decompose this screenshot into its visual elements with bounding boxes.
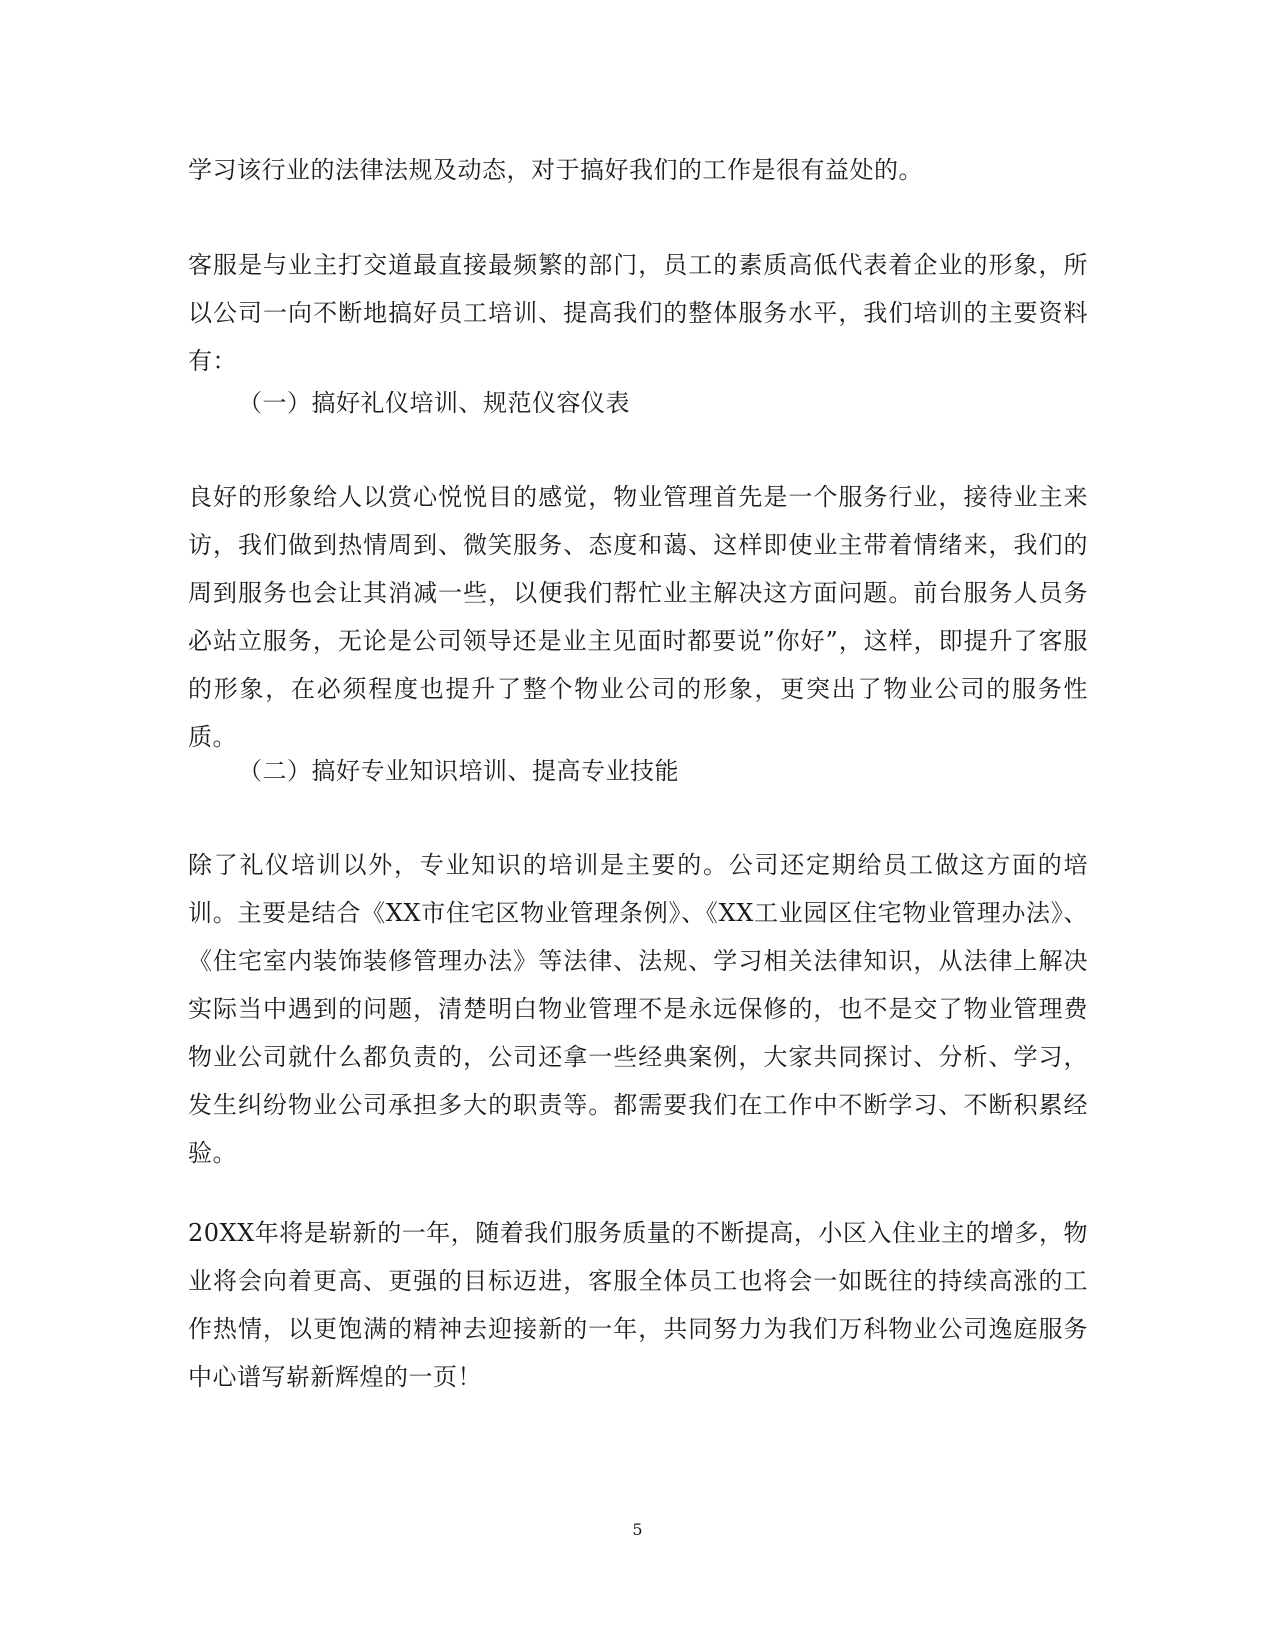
paragraph-outlook: 20XX年将是崭新的一年，随着我们服务质量的不断提高，小区入住业主的增多，物业将会向着更高、更强的目标迈进，客服全体员工也将会一如既往的持续高涨的工作热情，以更饱满的精神去迎接新的一年，共同努力为我们万科物业公司逸庭服务中心谱写崭新辉煌的一页！	[188, 1219, 1088, 1391]
section-heading-professional: （二）搞好专业知识培训、提高专业技能	[238, 757, 679, 785]
paragraph-professional: 除了礼仪培训以外，专业知识的培训是主要的。公司还定期给员工做这方面的培训。主要是结合《XX市住宅区物业管理条例》、《XX工业园区住宅物业管理办法》、《住宅室内装饰装修管理办法》等法律、法规、学习相关法律知识，从法律上解决实际当中遇到的问题，清楚明白物业管理不是永远保修的，也不是交了物业管理费物业公司就什么都负责的，公司还拿一些经典案例，大家共同探讨、分析、学习，发生纠纷物业公司承担多大的职责等。都需要我们在工作中不断学习、不断积累经验。	[188, 851, 1088, 1167]
paragraph-customer-service: 客服是与业主打交道最直接最频繁的部门，员工的素质高低代表着企业的形象，所以公司一向不断地搞好员工培训、提高我们的整体服务水平，我们培训的主要资料有：	[188, 251, 1088, 375]
page-number: 5	[632, 1520, 643, 1539]
paragraph-etiquette: 良好的形象给人以赏心悦悦目的感觉，物业管理首先是一个服务行业，接待业主来访，我们做到热情周到、微笑服务、态度和蔼、这样即使业主带着情绪来，我们的周到服务也会让其消减一些，以便我们帮忙业主解决这方面问题。前台服务人员务必站立服务，无论是公司领导还是业主见面时都要说”你好”，这样，即提升了客服的形象，在必须程度也提升了整个物业公司的形象，更突出了物业公司的服务性质。	[188, 483, 1088, 751]
paragraph-intro: 学习该行业的法律法规及动态，对于搞好我们的工作是很有益处的。	[188, 156, 923, 184]
section-heading-etiquette: （一）搞好礼仪培训、规范仪容仪表	[238, 389, 630, 417]
